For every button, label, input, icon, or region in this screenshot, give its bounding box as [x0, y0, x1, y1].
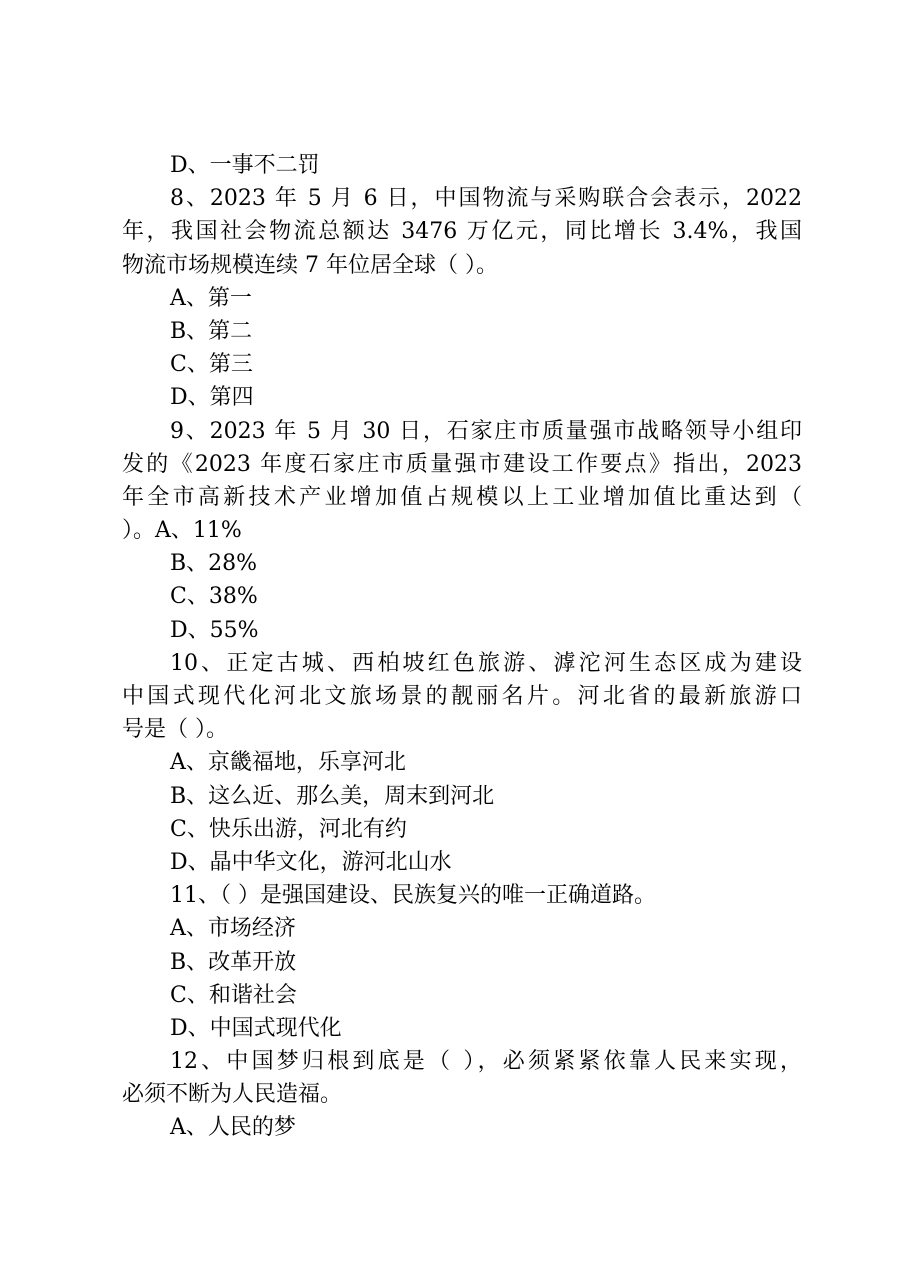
- text-line: 发的《2023 年度石家庄市质量强市建设工作要点》指出，2023: [122, 451, 802, 477]
- text-line: C、和谐社会: [170, 982, 297, 1008]
- document-body: [122, 149, 802, 1145]
- text-line: ）。A、11%: [122, 518, 242, 544]
- text-line: 号是（ ）。: [122, 717, 228, 743]
- text-line: 12、中国梦归根到底是（ ），必须紧紧依靠人民来实现，: [170, 1049, 802, 1075]
- text-line: 11、（ ）是强国建设、民族复兴的唯一正确道路。: [170, 883, 656, 909]
- text-line: A、京畿福地，乐享河北: [170, 750, 406, 776]
- text-line: A、人民的梦: [170, 1115, 296, 1141]
- text-line: D、中国式现代化: [170, 1015, 342, 1041]
- text-line: C、38%: [170, 584, 258, 610]
- text-line: 年全市高新技术产业增加值占规模以上工业增加值比重达到（: [122, 484, 802, 510]
- text-line: A、市场经济: [170, 916, 296, 942]
- text-line: D、第四: [170, 385, 254, 411]
- text-line: D、晶中华文化，游河北山水: [170, 849, 452, 875]
- text-line: C、快乐出游，河北有约: [170, 816, 407, 842]
- text-line: 10、正定古城、西柏坡红色旅游、滹沱河生态区成为建设: [170, 650, 802, 676]
- text-line: 中国式现代化河北文旅场景的靓丽名片。河北省的最新旅游口: [122, 684, 802, 709]
- text-line: A、第一: [170, 285, 252, 311]
- text-line: C、第三: [170, 352, 253, 378]
- text-line: 9、2023 年 5 月 30 日，石家庄市质量强市战略领导小组印: [170, 418, 802, 444]
- text-line: B、改革开放: [170, 949, 297, 975]
- text-line: 8、2023 年 5 月 6 日，中国物流与采购联合会表示，2022: [170, 186, 802, 212]
- text-line: B、28%: [170, 551, 258, 577]
- text-line: 必须不断为人民造福。: [122, 1082, 343, 1108]
- text-line: D、一事不二罚: [170, 153, 320, 178]
- text-line: B、第二: [170, 318, 253, 344]
- text-line: 物流市场规模连续 7 年位居全球（ ）。: [122, 252, 498, 278]
- text-line: B、这么近、那么美，周末到河北: [170, 783, 495, 809]
- text-line: D、55%: [170, 617, 259, 643]
- text-line: 年，我国社会物流总额达 3476 万亿元，同比增长 3.4%，我国: [122, 219, 802, 245]
